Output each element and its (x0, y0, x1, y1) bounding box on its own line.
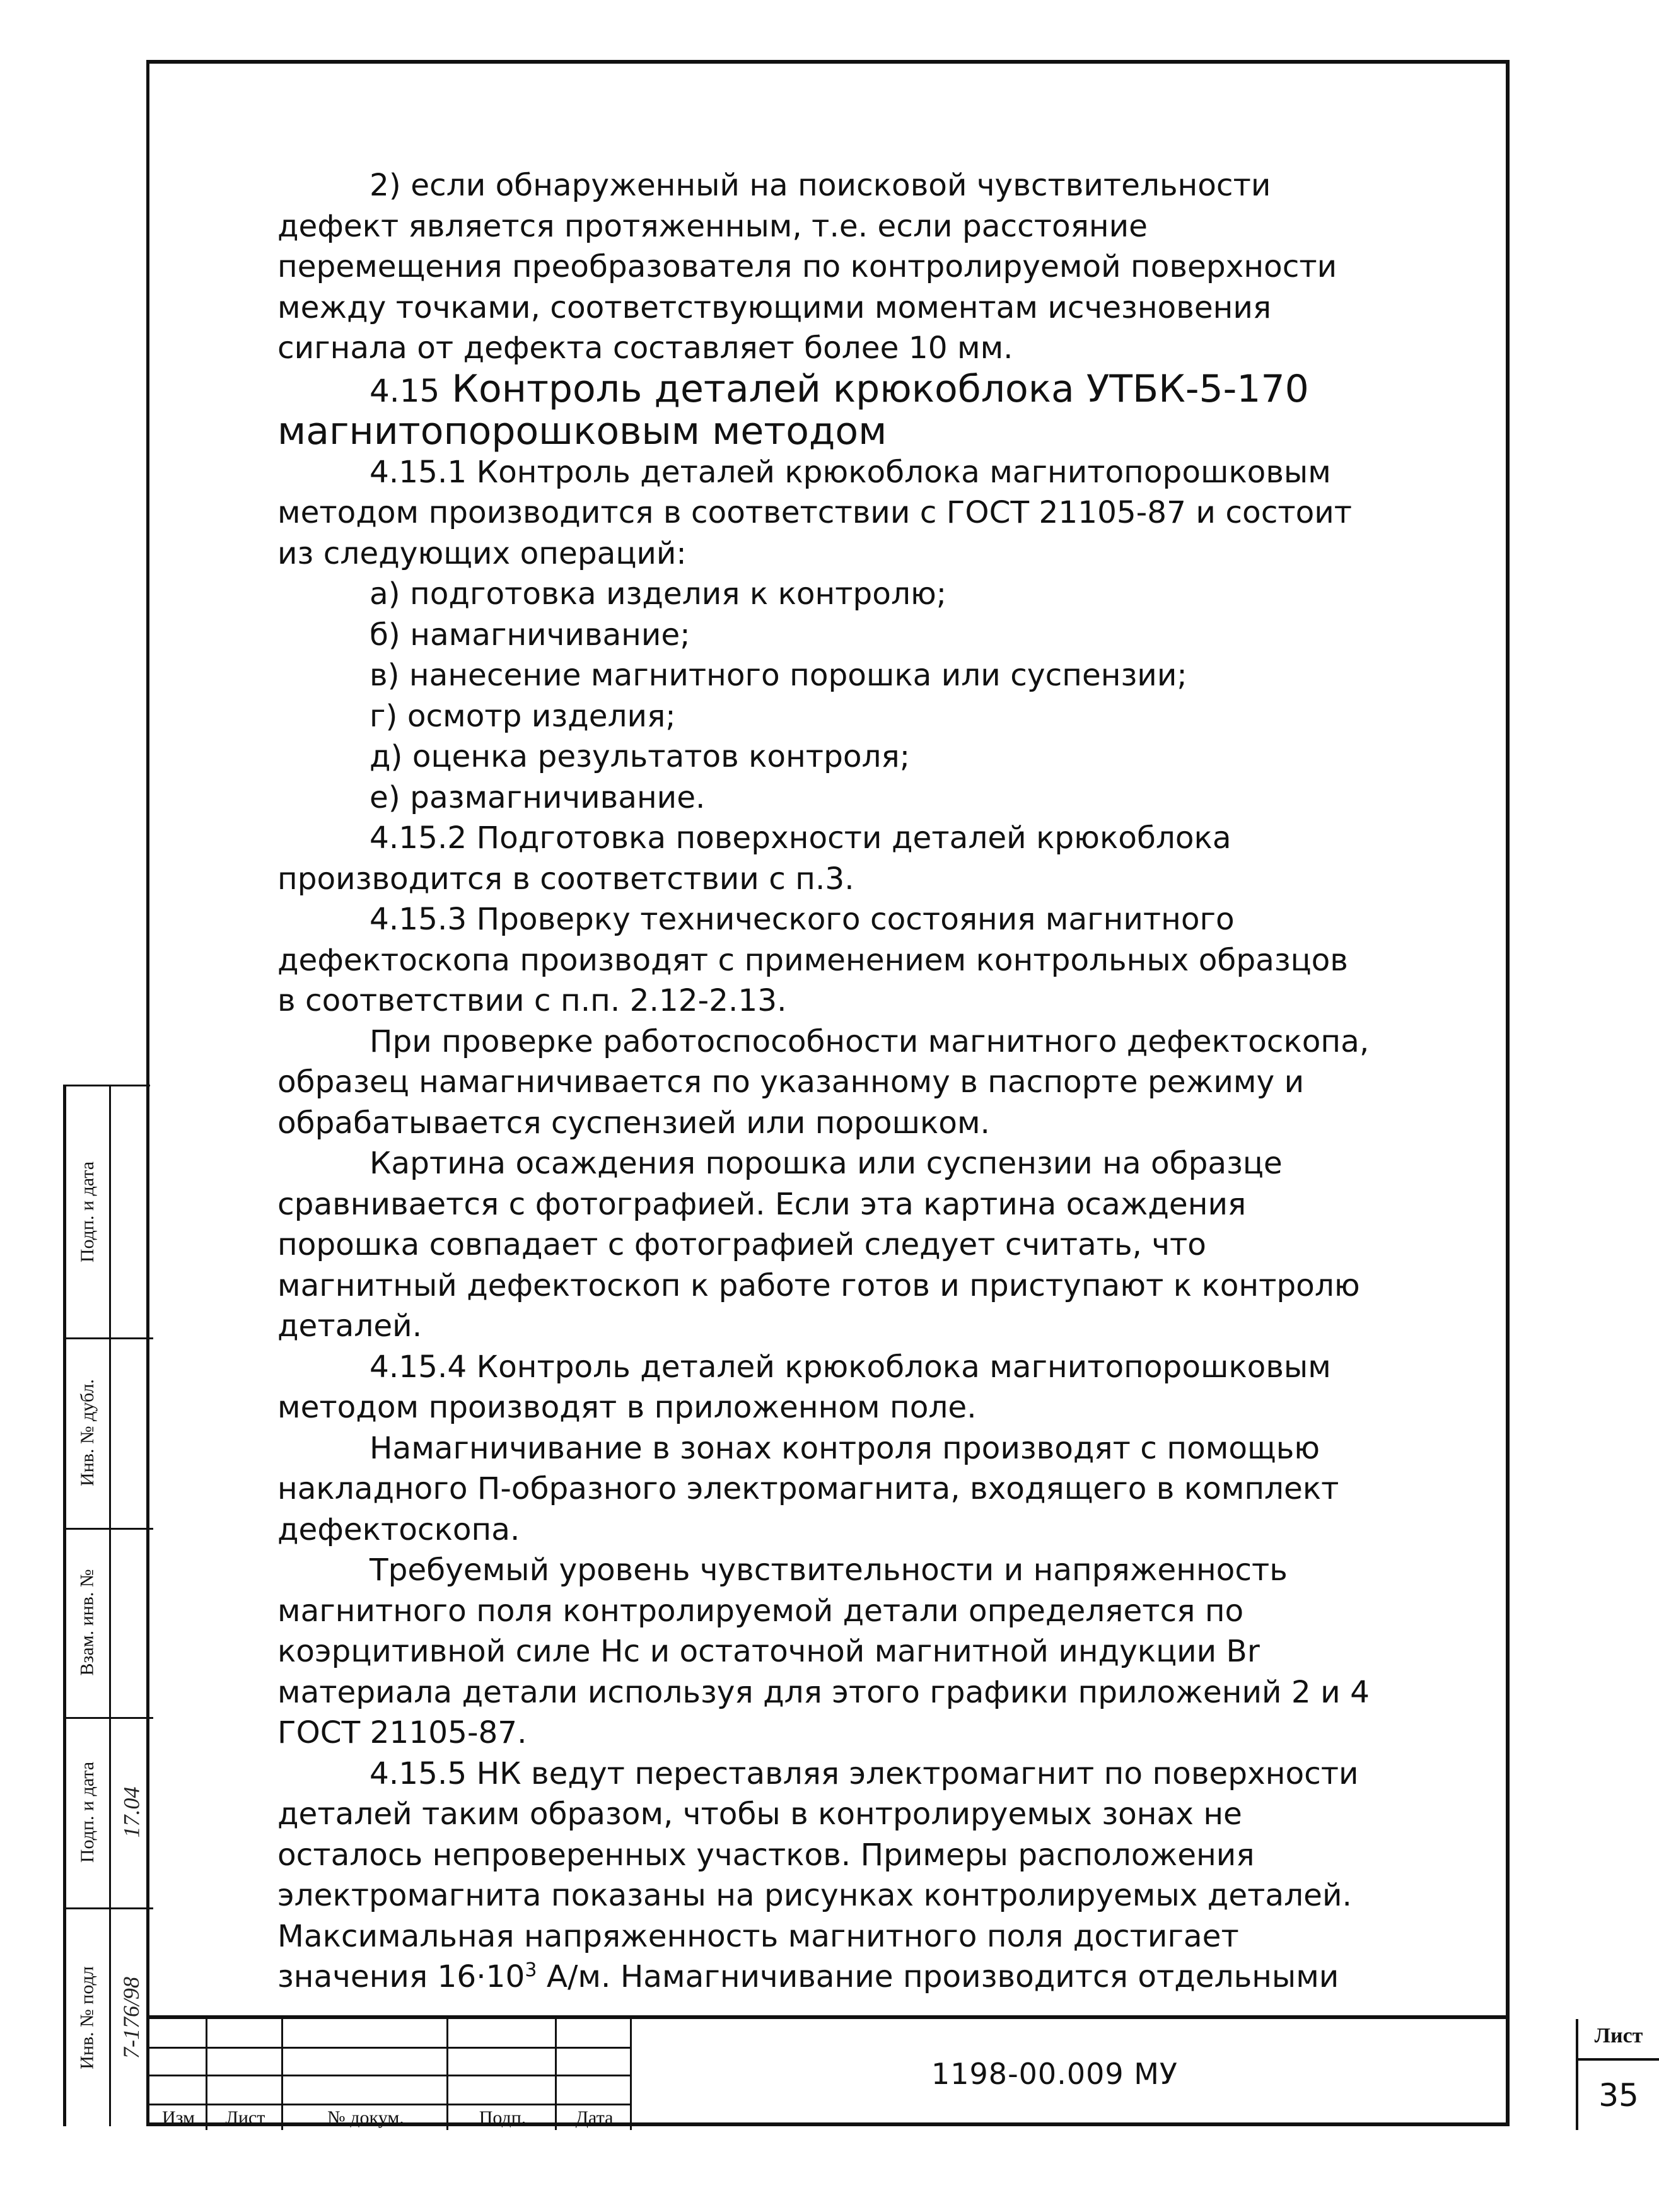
operation-item: б) намагничивание; (370, 617, 690, 653)
side-label-original-inventory: Инв. № подл (77, 1966, 98, 2069)
paragraph-item-2: 2) если обнаруженный на поисковой чувствительности дефект является протяженным, т.е. если расстояние перемещения преобразователя по контролируемой поверхности между точками, соответствующими моментам исчезновения сигнала от дефекта составляет более 10 мм. (277, 168, 1337, 366)
sheet-number: 35 (1598, 2077, 1639, 2114)
side-label-dup-inventory: Инв. № дубл. (77, 1379, 98, 1486)
handwritten-date: 17.04 (119, 1786, 144, 1838)
document-body (277, 165, 1375, 1998)
document-code: 1198-00.009 МУ (931, 2057, 1178, 2091)
column-label-document: № докум. (327, 2107, 404, 2128)
paragraph-magnetization: Намагничивание в зонах контроля производят с помощью накладного П-образного электромагнита, входящего в комплект дефектоскопа. (277, 1430, 1339, 1547)
side-label-replace-inventory: Взам. инв. № (77, 1569, 98, 1676)
section-heading-4-15 (277, 366, 1375, 453)
paragraph-4-15-5 (277, 1754, 1375, 1998)
sheet-number-box (1576, 2019, 1659, 2130)
operation-item: в) нанесение магнитного порошка или суспензии; (370, 658, 1187, 693)
margin-stamp-column (63, 1085, 150, 2126)
title-block (149, 2015, 1643, 2128)
column-label-sheet: Лист (225, 2107, 265, 2128)
text-fragment: 4.15.5 НК ведут переставляя электромагнит по поверхности деталей таким образом, чтобы в контролируемых зонах не осталось непроверенных участков. Примеры расположения электромагнита показаны на рисунках контролируемых деталей. Максимальная напряженность магнитного поля достигает значения 16·10 (277, 1755, 1359, 1994)
paragraph-4-15-4: 4.15.4 Контроль деталей крюкоблока магнитопорошковым методом производят в приложенном поле. (277, 1349, 1331, 1425)
sheet-label: Лист (1594, 2024, 1643, 2047)
side-label-signature-date: Подп. и дата (77, 1761, 98, 1863)
side-label-signature-date: Подп. и дата (77, 1161, 98, 1263)
operation-item: а) подготовка изделия к контролю; (370, 576, 947, 612)
divider (109, 1086, 111, 2126)
paragraph-sensitivity: Требуемый уровень чувствительности и напряженность магнитного поля контролируемой детали определяется по коэрцитивной силе Нс и остаточной магнитной индукции Br материала детали используя для этого графики приложений 2 и 4 ГОСТ 21105-87. (277, 1552, 1370, 1750)
column-label-signature: Подп. (479, 2107, 527, 2128)
text-fragment: А/м. Намагничивание производится отдельными (537, 1959, 1339, 1994)
operation-item: г) осмотр изделия; (370, 698, 676, 734)
paragraph-picture: Картина осаждения порошка или суспензии на образце сравнивается с фотографией. Если эта картина осаждения порошка совпадает с фотографией следует считать, что магнитный дефектоскоп к работе готов и приступают к контролю деталей. (277, 1146, 1360, 1344)
section-number: 4.15 (370, 372, 440, 409)
paragraph-4-15-3: 4.15.3 Проверку технического состояния магнитного дефектоскопа производят с применением контрольных образцов в соответствии с п.п. 2.12-2.13. (277, 902, 1348, 1018)
column-label-date: Дата (575, 2107, 614, 2128)
column-label-change: Изм (161, 2107, 195, 2128)
superscript: 3 (525, 1959, 537, 1981)
section-title: Контроль деталей крюкоблока УТБК-5-170 магнитопорошковым методом (277, 366, 1309, 453)
paragraph-4-15-1: 4.15.1 Контроль деталей крюкоблока магнитопорошковым методом производится в соответствии с ГОСТ 21105-87 и состоит из следующих операций: (277, 454, 1353, 571)
paragraph-check: При проверке работоспособности магнитного дефектоскопа, образец намагничивается по указанному в паспорте режиму и обрабатывается суспензией или порошком. (277, 1023, 1370, 1141)
paragraph-4-15-2: 4.15.2 Подготовка поверхности деталей крюкоблока производится в соответствии с п.3. (277, 820, 1231, 897)
operation-item: д) оценка результатов контроля; (370, 739, 911, 774)
operation-item: е) размагничивание. (370, 779, 706, 815)
divider (1578, 2058, 1659, 2061)
handwritten-inventory-number: 7-176/98 (119, 1977, 144, 2059)
